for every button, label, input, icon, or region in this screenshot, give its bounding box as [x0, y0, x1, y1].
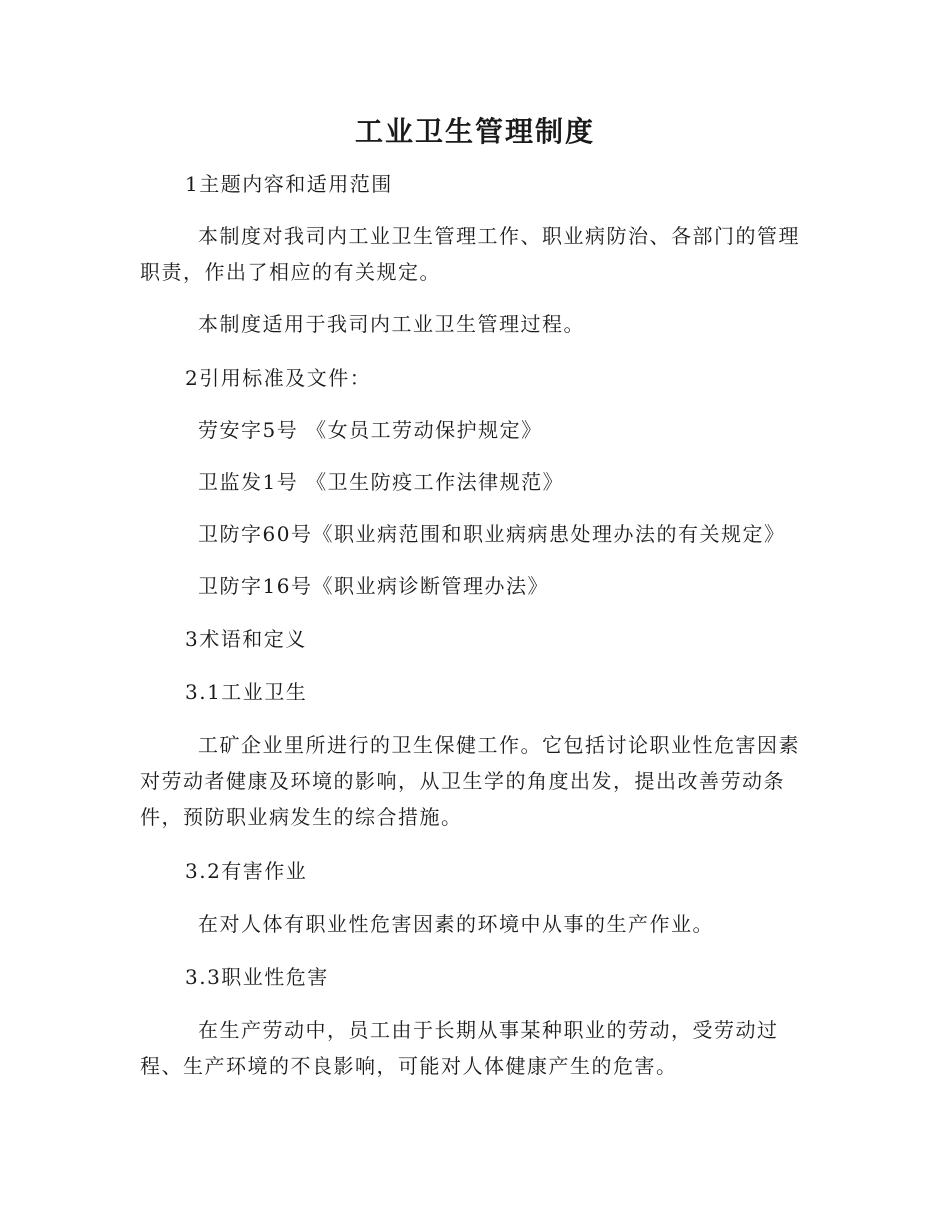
paragraph-line: 对劳动者健康及环境的影响，从卫生学的角度出发，提出改善劳动条 [140, 769, 785, 793]
reference-item: 劳安字5号 《女员工劳动保护规定》 [198, 418, 543, 442]
paragraph-line: 工矿企业里所进行的卫生保健工作。它包括讨论职业性危害因素 [198, 733, 800, 757]
section-heading-2: 2引用标准及文件： [185, 366, 372, 390]
reference-item: 卫防字60号《职业病范围和职业病病患处理办法的有关规定》 [198, 522, 786, 546]
paragraph-line: 件，预防职业病发生的综合措施。 [140, 805, 463, 829]
subsection-heading-3-1: 3.1工业卫生 [185, 680, 308, 704]
section-heading-3: 3术语和定义 [185, 627, 307, 651]
reference-item: 卫防字16号《职业病诊断管理办法》 [198, 574, 549, 598]
paragraph-line: 本制度对我司内工业卫生管理工作、职业病防治、各部门的管理 [198, 224, 800, 248]
paragraph-line: 职责，作出了相应的有关规定。 [140, 260, 441, 284]
paragraph-line: 在生产劳动中，员工由于长期从事某种职业的劳动，受劳动过 [198, 1018, 779, 1042]
reference-item: 卫监发1号 《卫生防疫工作法律规范》 [198, 470, 565, 494]
subsection-heading-3-3: 3.3职业性危害 [185, 965, 329, 989]
document-title: 工业卫生管理制度 [354, 115, 595, 148]
paragraph-line: 程、生产环境的不良影响，可能对人体健康产生的危害。 [140, 1054, 678, 1078]
paragraph-line: 本制度适用于我司内工业卫生管理过程。 [198, 312, 585, 336]
subsection-heading-3-2: 3.2有害作业 [185, 859, 308, 883]
paragraph-line: 在对人体有职业性危害因素的环境中从事的生产作业。 [198, 912, 714, 936]
section-heading-1: 1主题内容和适用范围 [185, 172, 393, 196]
